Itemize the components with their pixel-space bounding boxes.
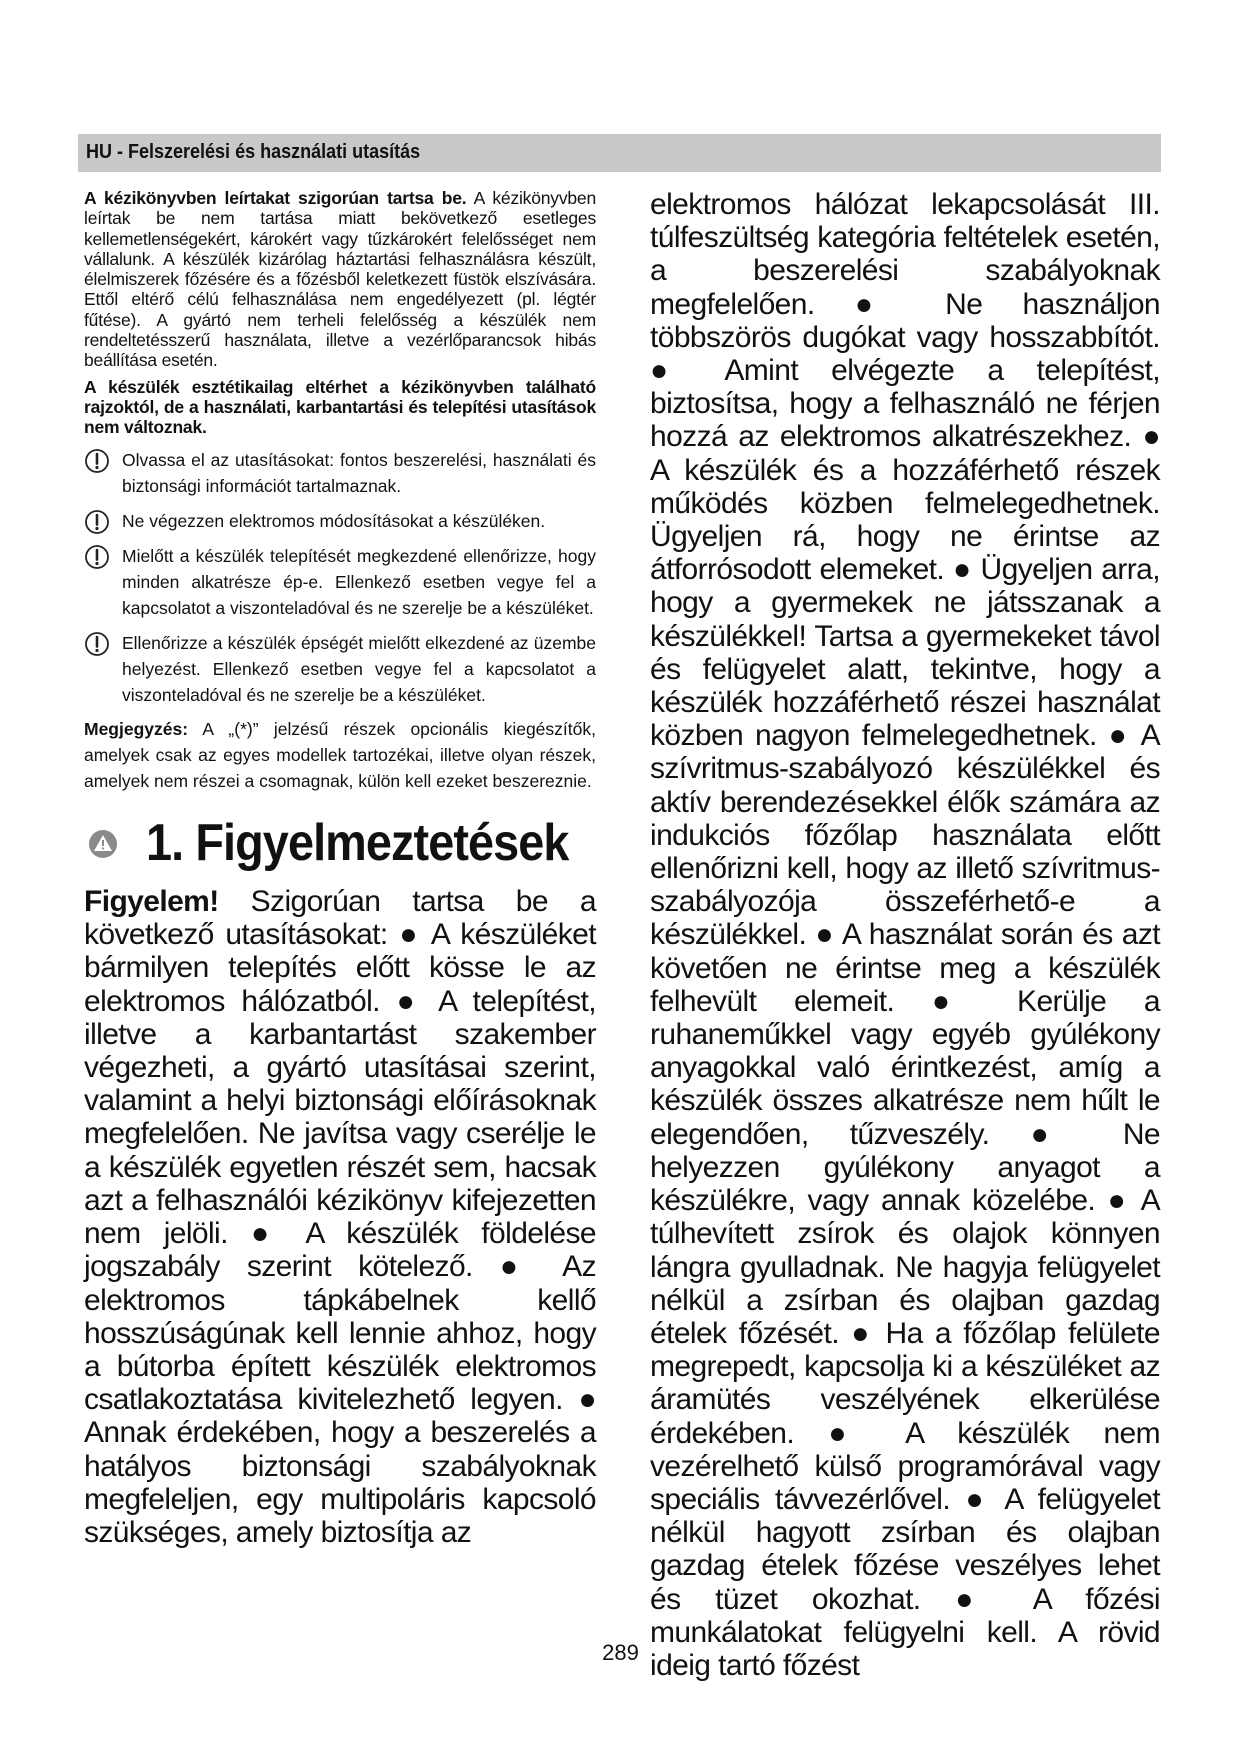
intro-text: A kézikönyvben leírtak be nem tartása miatt bekövetkező esetleges kellemetlenségekért, károkért vagy tűzkárokért felelősséget nem vállalunk. A készülék kizárólag háztartási felhasználásra készült, élelmiszerek főzésére és a főzésből keletkezett füstök elszívására. Ettől eltérő célú felhasználása nem engedélyezett (pl. légtér fűtése). A gyártó nem terheli felelősség a készülék nem rendeltetésszerű használata, illetve a vezérlőparancsok hibás beállítása esetén. — [84, 188, 596, 371]
attention-label: Figyelem! — [84, 885, 219, 919]
left-column — [84, 188, 596, 1549]
note-paragraph — [84, 716, 596, 794]
warning-text: Mielőtt a készülék telepítését megkezdené ellenőrizze, hogy minden alkatrésze ép-e. Ellenkező esetben vegye fel a kapcsolatot a viszonteladóval és ne szerelje be a készüléket. — [122, 545, 596, 618]
note-text: A „(*)” jelzésű részek opcionális kiegészítők, amelyek csak az egyes modellek tartozékai, illetve olyan részek, amelyek nem részei a csomagnak, külön kell ezeket beszereznie. — [84, 718, 596, 791]
warning-text: Olvassa el az utasításokat: fontos beszerelési, használati és biztonsági információt tartalmaznak. — [122, 449, 596, 496]
exclamation-circle-icon — [84, 544, 110, 570]
intro-paragraph — [84, 188, 596, 371]
exclamation-circle-icon — [84, 448, 110, 474]
right-body-text: elektromos hálózat lekapcsolását III. túlfeszültség kategória feltételek esetén, a beszerelési szabályoknak megfelelően. ● Ne használjon többszörös dugókat vagy hosszabbítót. ● Amint elvégezte a telepítést, biztosítsa, hogy a felhasználó ne férjen hozzá az elektromos alkatrészekhez. ● A készülék és a hozzáférhető részek működés közben felmelegedhetnek. Ügyeljen rá, hogy ne érintse az átforrósodott elemeket. ● Ügyeljen arra, hogy a gyermekek ne játsszanak a készülékkel! Tartsa a gyermekeket távol és felügyelet alatt, tekintve, hogy a készülék hozzáférhető részei használat közben nagyon felmelegedhetnek. ● A szívritmus-szabályozó készülékkel és aktív berendezésekkel élők számára az indukciós főzőlap használata előtt ellenőrizni kell, hogy az illető szívritmus-szabályozója összeférhető-e a készülékkel. ● A használat során és azt követően ne érintse meg a készülék felhevült elemeit. ● Kerülje a ruhaneműkkel vagy egyéb gyúlékony anyagokkal való érintkezést, amíg a készülék összes alkatrésze nem hűlt le elegendően, tűzveszély. ● Ne helyezzen gyúlékony anyagot a készülékre, vagy annak közelébe. ● A túlhevített zsírok és olajok könnyen lángra gyulladnak. Ne hagyja felügyelet nélkül a zsírban és olajban gazdag ételek főzését. ● Ha a főzőlap felülete megrepedt, kapcsolja ki a készüléket az áramütés veszélyének elkerülése érdekében. ● A készülék nem vezérelhető külső programórával vagy speciális távvezérlővel. ● A felügyelet nélkül hagyott zsírban és olajban gazdag ételek főzése veszélyes lehet és tüzet okozhat. ● A főzési munkálatokat felügyelni kell. A rövid ideig tartó főzést — [650, 188, 1160, 1682]
note-label: Megjegyzés: — [84, 718, 189, 739]
warning-text: Ne végezzen elektromos módosításokat a készüléken. — [122, 510, 546, 531]
section-heading — [84, 811, 596, 879]
intro-lead: A kézikönyvben leírtakat szigorúan tartsa be. — [84, 188, 467, 208]
right-column — [650, 188, 1160, 1682]
aesthetic-note: A készülék esztétikailag eltérhet a kézikönyvben található rajzoktól, de a használati, karbantartási és telepítési utasítások nem változnak. — [84, 376, 596, 438]
warning-text: Ellenőrizze a készülék épségét mielőtt elkezdené az üzembe helyezést. Ellenkező esetben vegye fel a kapcsolatot a viszonteladóval és ne szerelje be a készüléket. — [122, 632, 596, 705]
warning-item — [84, 543, 596, 621]
header-bar — [78, 134, 1161, 172]
section-title: 1. Figyelmeztetések — [146, 814, 569, 873]
exclamation-circle-icon — [84, 509, 110, 535]
warning-item — [84, 447, 596, 499]
header-title: HU - Felszerelési és használati utasítás — [86, 141, 421, 163]
page-number: 289 — [602, 1640, 639, 1665]
warning-triangle-icon — [88, 829, 118, 859]
left-body-content: Szigorúan tartsa be a következő utasításokat: ● A készüléket bármilyen telepítés előtt kösse le az elektromos hálózatból. ● A telepítést, illetve a karbantartást szakember végezheti, a gyártó utasításai szerint, valamint a helyi biztonsági előírásoknak megfelelően. Ne javítsa vagy cserélje le a készülék egyetlen részét sem, hacsak azt a felhasználói kézikönyv kifejezetten nem jelöli. ● A készülék földelése jogszabály szerint kötelező. ● Az elektromos tápkábelnek kellő hosszúságúnak kell lennie ahhoz, hogy a bútorba épített készülék elektromos csatlakoztatása kivitelezhető legyen. ● Annak érdekében, hogy a beszerelés a hatályos biztonsági szabályoknak megfeleljen, egy multipoláris kapcsoló szükséges, amely biztosítja az — [84, 885, 596, 1549]
exclamation-circle-icon — [84, 631, 110, 657]
warning-item — [84, 630, 596, 708]
left-body-text — [84, 885, 596, 1549]
warning-item — [84, 508, 596, 534]
